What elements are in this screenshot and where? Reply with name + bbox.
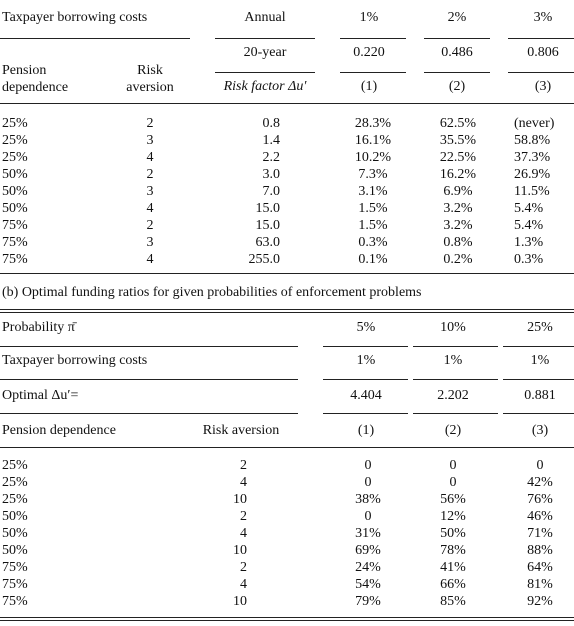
factor-cell: 2.2 xyxy=(262,150,280,165)
rule xyxy=(413,379,498,380)
rule xyxy=(0,620,574,621)
table-row xyxy=(0,560,574,577)
value-cell-3: 71% xyxy=(527,526,553,541)
rule xyxy=(0,312,574,313)
risk-cell: 4 xyxy=(240,577,247,592)
risk-cell: 3 xyxy=(146,184,154,199)
twenty-year-value-1: 0.220 xyxy=(353,45,385,60)
value-cell-3: 5.4% xyxy=(514,218,544,233)
probability-value-3: 25% xyxy=(527,320,553,335)
risk-cell: 4 xyxy=(240,475,247,490)
value-cell-1: 7.3% xyxy=(358,167,388,182)
rule xyxy=(0,103,574,104)
value-cell-1: 0 xyxy=(364,475,372,490)
rule xyxy=(508,38,574,39)
pension-cell: 50% xyxy=(2,167,28,182)
value-cell-3: 46% xyxy=(527,509,553,524)
value-cell-1: 1.5% xyxy=(358,218,388,233)
rule xyxy=(503,346,574,347)
factor-cell: 7.0 xyxy=(262,184,280,199)
rule xyxy=(503,413,574,414)
twenty-year-label: 20-year xyxy=(243,45,287,60)
optimal-value-2: 2.202 xyxy=(437,388,469,403)
taxpayer-borrowing-costs-label: Taxpayer borrowing costs xyxy=(2,10,148,25)
pension-dependence-label-line1: Pension xyxy=(2,63,47,78)
value-cell-3: 0.3% xyxy=(514,252,544,267)
rule xyxy=(0,309,574,310)
value-cell-1: 16.1% xyxy=(354,133,392,148)
twenty-year-value-3: 0.806 xyxy=(527,45,559,60)
annual-label: Annual xyxy=(244,10,286,25)
value-cell-3: 1.3% xyxy=(514,235,544,250)
value-cell-1: 0 xyxy=(364,509,372,524)
table-row xyxy=(0,492,574,509)
pension-cell: 50% xyxy=(2,201,28,216)
value-cell-3: 88% xyxy=(527,543,553,558)
rule xyxy=(323,413,408,414)
risk-cell: 4 xyxy=(240,526,247,541)
value-cell-2: 0.8% xyxy=(443,235,473,250)
risk-cell: 3 xyxy=(146,133,154,148)
rule xyxy=(424,72,490,73)
value-cell-2: 78% xyxy=(440,543,466,558)
risk-cell: 2 xyxy=(146,218,154,233)
rule xyxy=(0,413,298,414)
risk-cell: 4 xyxy=(146,201,154,216)
value-cell-1: 69% xyxy=(355,543,381,558)
pension-cell: 50% xyxy=(2,509,28,524)
annual-value-1: 1% xyxy=(359,10,379,25)
pension-cell: 50% xyxy=(2,526,28,541)
rule xyxy=(508,72,574,73)
table-row xyxy=(0,475,574,492)
borrowing-value-2: 1% xyxy=(443,353,463,368)
value-cell-3: 26.9% xyxy=(514,167,551,182)
pension-cell: 75% xyxy=(2,594,28,609)
value-cell-1: 0.3% xyxy=(358,235,388,250)
rule xyxy=(0,379,298,380)
factor-cell: 15.0 xyxy=(255,201,280,216)
risk-aversion-label-b: Risk aversion xyxy=(202,423,280,438)
probability-value-2: 10% xyxy=(440,320,466,335)
value-cell-3: 81% xyxy=(527,577,553,592)
risk-cell: 10 xyxy=(233,543,247,558)
value-cell-3: 42% xyxy=(527,475,553,490)
probability-value-1: 5% xyxy=(356,320,376,335)
pension-cell: 75% xyxy=(2,252,28,267)
value-cell-2: 35.5% xyxy=(439,133,477,148)
pension-cell: 50% xyxy=(2,184,28,199)
risk-cell: 2 xyxy=(240,560,247,575)
risk-cell: 2 xyxy=(146,167,154,182)
pension-dependence-label-b: Pension dependence xyxy=(2,423,116,438)
value-cell-2: 56% xyxy=(440,492,466,507)
value-cell-3: 11.5% xyxy=(514,184,550,199)
factor-cell: 3.0 xyxy=(262,167,280,182)
pension-cell: 25% xyxy=(2,475,28,490)
value-cell-2: 3.2% xyxy=(443,201,473,216)
optimal-value-1: 4.404 xyxy=(350,388,382,403)
value-cell-2: 3.2% xyxy=(443,218,473,233)
value-cell-3: 92% xyxy=(527,594,553,609)
pension-cell: 25% xyxy=(2,133,28,148)
value-cell-2: 41% xyxy=(440,560,466,575)
value-cell-2: 62.5% xyxy=(439,116,477,131)
risk-cell: 10 xyxy=(233,594,247,609)
value-cell-1: 10.2% xyxy=(354,150,392,165)
value-cell-3: 58.8% xyxy=(514,133,551,148)
table-row xyxy=(0,458,574,475)
rule xyxy=(503,379,574,380)
table-row xyxy=(0,184,574,201)
taxpayer-borrowing-costs-label-b: Taxpayer borrowing costs xyxy=(2,353,148,368)
rule xyxy=(0,617,574,618)
rule xyxy=(424,38,490,39)
factor-cell: 255.0 xyxy=(248,252,280,267)
pension-cell: 75% xyxy=(2,218,28,233)
rule xyxy=(215,38,315,39)
rule xyxy=(340,38,406,39)
value-cell-3: 37.3% xyxy=(514,150,551,165)
value-cell-1: 3.1% xyxy=(358,184,388,199)
value-cell-1: 24% xyxy=(355,560,381,575)
annual-value-3: 3% xyxy=(533,10,553,25)
pension-cell: 25% xyxy=(2,492,28,507)
column-number-3: (3) xyxy=(534,79,552,94)
rule xyxy=(0,38,190,39)
risk-cell: 2 xyxy=(146,116,154,131)
value-cell-1: 28.3% xyxy=(354,116,392,131)
rule xyxy=(323,379,408,380)
column-number-1-b: (1) xyxy=(357,423,375,438)
column-number-1: (1) xyxy=(360,79,378,94)
pension-cell: 75% xyxy=(2,577,28,592)
value-cell-2: 50% xyxy=(440,526,466,541)
table-row xyxy=(0,543,574,560)
pension-cell: 75% xyxy=(2,235,28,250)
pension-dependence-label-line2: dependence xyxy=(2,80,69,95)
risk-cell: 2 xyxy=(240,458,247,473)
column-number-3-b: (3) xyxy=(531,423,549,438)
optimal-value-3: 0.881 xyxy=(524,388,556,403)
table-row xyxy=(0,116,574,133)
value-cell-2: 22.5% xyxy=(439,150,477,165)
optimal-label: Optimal Δu′= xyxy=(2,388,79,403)
borrowing-value-3: 1% xyxy=(530,353,550,368)
table-row xyxy=(0,133,574,150)
value-cell-3: 0 xyxy=(536,458,544,473)
table-row xyxy=(0,201,574,218)
value-cell-2: 0.2% xyxy=(443,252,473,267)
rule xyxy=(215,72,315,73)
rule xyxy=(0,346,298,347)
table-b-caption: (b) Optimal funding ratios for given probabilities of enforcement problems xyxy=(2,285,422,300)
value-cell-2: 85% xyxy=(440,594,466,609)
rule xyxy=(413,346,498,347)
value-cell-3: 64% xyxy=(527,560,553,575)
rule xyxy=(340,72,406,73)
factor-cell: 0.8 xyxy=(262,116,280,131)
table-row xyxy=(0,252,574,269)
risk-cell: 3 xyxy=(146,235,154,250)
rule xyxy=(0,273,574,274)
rule xyxy=(323,346,408,347)
pension-cell: 25% xyxy=(2,150,28,165)
value-cell-1: 79% xyxy=(355,594,381,609)
value-cell-2: 66% xyxy=(440,577,466,592)
risk-cell: 4 xyxy=(146,150,154,165)
pension-cell: 50% xyxy=(2,543,28,558)
probability-label: Probability π̄ xyxy=(2,320,75,335)
value-cell-2: 6.9% xyxy=(443,184,473,199)
risk-aversion-label-line1: Risk xyxy=(137,63,163,78)
factor-cell: 1.4 xyxy=(262,133,280,148)
risk-cell: 4 xyxy=(146,252,154,267)
risk-cell: 2 xyxy=(240,509,247,524)
rule xyxy=(413,413,498,414)
value-cell-2: 16.2% xyxy=(439,167,477,182)
value-cell-2: 0 xyxy=(449,475,457,490)
value-cell-2: 12% xyxy=(440,509,466,524)
table-row xyxy=(0,594,574,611)
factor-cell: 15.0 xyxy=(255,218,280,233)
value-cell-3: (never) xyxy=(514,116,555,131)
value-cell-1: 0 xyxy=(364,458,372,473)
table-row xyxy=(0,150,574,167)
table-row xyxy=(0,509,574,526)
pension-cell: 75% xyxy=(2,560,28,575)
table-row xyxy=(0,577,574,594)
factor-cell: 63.0 xyxy=(255,235,280,250)
pension-cell: 25% xyxy=(2,458,28,473)
risk-factor-label: Risk factor Δu′ xyxy=(223,79,307,94)
annual-value-2: 2% xyxy=(447,10,467,25)
table-row xyxy=(0,218,574,235)
value-cell-1: 0.1% xyxy=(358,252,388,267)
table-row xyxy=(0,526,574,543)
risk-aversion-label-line2: aversion xyxy=(126,80,174,95)
column-number-2-b: (2) xyxy=(444,423,462,438)
value-cell-1: 31% xyxy=(355,526,381,541)
table-row xyxy=(0,235,574,252)
value-cell-1: 1.5% xyxy=(358,201,388,216)
pension-cell: 25% xyxy=(2,116,28,131)
value-cell-3: 5.4% xyxy=(514,201,544,216)
rule xyxy=(0,447,574,448)
borrowing-value-1: 1% xyxy=(356,353,376,368)
risk-cell: 10 xyxy=(233,492,247,507)
value-cell-1: 54% xyxy=(355,577,381,592)
value-cell-2: 0 xyxy=(449,458,457,473)
value-cell-3: 76% xyxy=(527,492,553,507)
value-cell-1: 38% xyxy=(355,492,381,507)
table-row xyxy=(0,167,574,184)
column-number-2: (2) xyxy=(448,79,466,94)
twenty-year-value-2: 0.486 xyxy=(441,45,473,60)
